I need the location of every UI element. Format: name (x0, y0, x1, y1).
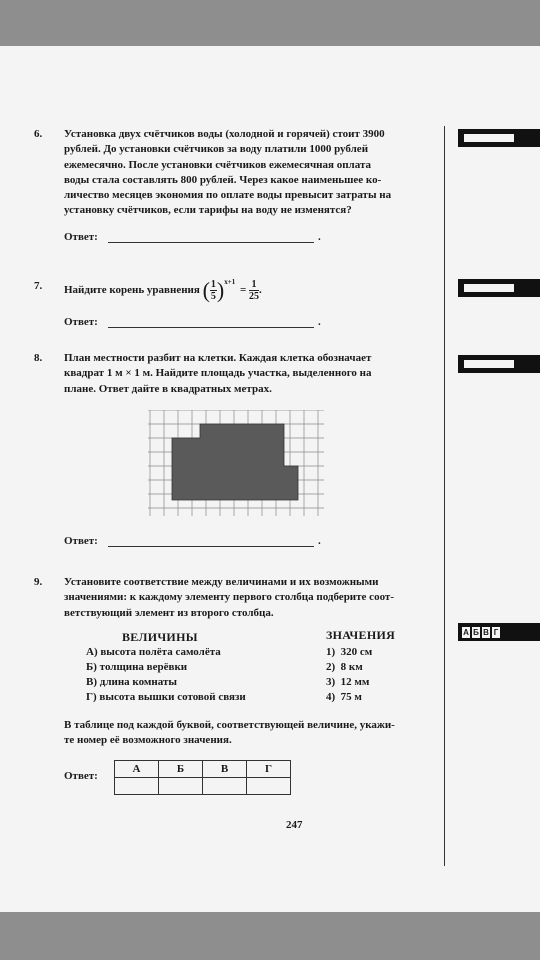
textbook-page (0, 46, 540, 912)
answer-line-8[interactable] (108, 546, 314, 547)
answer-cell[interactable] (203, 778, 247, 795)
answer-box-slot (464, 360, 514, 368)
value-item: 1) 320 см (326, 646, 373, 658)
answer-line-7[interactable] (108, 327, 314, 328)
value-item: 4) 75 м (326, 691, 362, 703)
exponent: x+1 (224, 278, 236, 286)
page-number: 247 (286, 819, 303, 831)
answer-box-slot (464, 284, 514, 292)
table-header-cell: В (203, 761, 247, 778)
problem-9-text (64, 575, 438, 621)
problem-6-line: ежемесячно. После установки счётчиков ежемесячная оплата (64, 158, 371, 171)
rhs-denominator: 25 (249, 290, 260, 302)
answer-box-marker-8 (458, 355, 540, 373)
problem-6-line: воды стала составлять 800 рублей. Через какое наименьшее ко- (64, 173, 382, 186)
problem-6-text (64, 127, 438, 219)
margin-letter-boxes (461, 626, 501, 639)
value-item: 2) 8 км (326, 661, 363, 673)
value-item: 3) 12 мм (326, 676, 370, 688)
table-header-cell: А (115, 761, 159, 778)
answer-dot-6: . (318, 231, 321, 243)
paren-close: ) (216, 277, 225, 303)
problem-6-number: 6. (34, 128, 43, 140)
problem-6-line: рублей. До установки счётчиков за воду платили 1000 рублей (64, 143, 369, 156)
problem-7-label: Найдите корень уравнения (64, 284, 200, 296)
problem-9-number: 9. (34, 576, 43, 588)
problem-9-line: значениями: к каждому элементу первого столбца подберите соот- (64, 591, 394, 604)
problem-8-number: 8. (34, 352, 43, 364)
problem-9-line: ветствующий элемент из второго столбца. (64, 606, 274, 619)
table-header-cell: Б (159, 761, 203, 778)
margin-letter: В (481, 626, 491, 639)
quantities-header: ВЕЛИЧИНЫ (122, 630, 198, 644)
rhs-fraction (249, 279, 259, 302)
problem-8-line: плане. Ответ дайте в квадратных метрах. (64, 382, 272, 395)
answer-dot-7: . (318, 316, 321, 328)
answer-cell[interactable] (159, 778, 203, 795)
answer-box-marker-9 (458, 623, 540, 641)
quantity-item: В) длина комнаты (86, 676, 177, 688)
answer-dot-8: . (318, 535, 321, 547)
problem-6-line: установку счётчиков, если тарифы на воду не изменятся? (64, 204, 352, 217)
quantity-item: А) высота полёта самолёта (86, 646, 221, 658)
problem-8-line: План местности разбит на клетки. Каждая клетка обозначает (64, 352, 372, 364)
margin-letter: Б (471, 626, 481, 639)
answer-box-marker-7 (458, 279, 540, 297)
answer-label-7: Ответ: (64, 316, 98, 328)
answer-column-divider (444, 126, 445, 866)
instruction-line: В таблице под каждой буквой, соответствующей величине, укажи- (64, 719, 395, 731)
paren-open: ( (202, 277, 210, 303)
margin-letter: А (461, 626, 471, 639)
answer-table (114, 760, 291, 795)
answer-box-marker-6 (458, 129, 540, 147)
base-fraction (210, 279, 217, 302)
base-numerator: 1 (210, 278, 216, 290)
answer-line-6[interactable] (108, 242, 314, 243)
problem-9-line: Установите соответствие между величинами и их возможными (64, 576, 379, 588)
answer-cell[interactable] (115, 778, 159, 795)
problem-8-text (64, 351, 438, 397)
quantity-item: Б) толщина верёвки (86, 661, 188, 673)
problem-9-instruction (64, 718, 438, 749)
problem-7-text: Найдите корень уравнения ( $\frac{1}{5}$ )$^{x+1}$ = $\frac{1}{25}$ . (64, 277, 262, 303)
table-header-cell: Г (247, 761, 291, 778)
instruction-line: те номер её возможного значения. (64, 734, 232, 747)
answer-box-slot (464, 134, 514, 142)
problem-6-line: личество месяцев экономия по оплате воды превысит затраты на (64, 189, 392, 202)
answer-label-8: Ответ: (64, 535, 98, 547)
rhs-numerator: 1 (249, 279, 259, 291)
base-denominator: 5 (210, 290, 216, 302)
problem-6-line: Установка двух счётчиков воды (холодной и горячей) стоит 3900 (64, 128, 385, 140)
answer-label-9: Ответ: (64, 770, 98, 782)
problem-8-line: квадрат 1 м × 1 м. Найдите площадь участка, выделенного на (64, 367, 372, 380)
problem-7-number: 7. (34, 280, 43, 292)
grid-plan (148, 410, 324, 516)
highlighted-plot (172, 424, 298, 500)
answer-cell[interactable] (247, 778, 291, 795)
values-header: ЗНАЧЕНИЯ (326, 628, 396, 642)
answer-label-6: Ответ: (64, 231, 98, 243)
quantity-item: Г) высота вышки сотовой связи (86, 691, 246, 703)
margin-letter: Г (491, 626, 501, 639)
